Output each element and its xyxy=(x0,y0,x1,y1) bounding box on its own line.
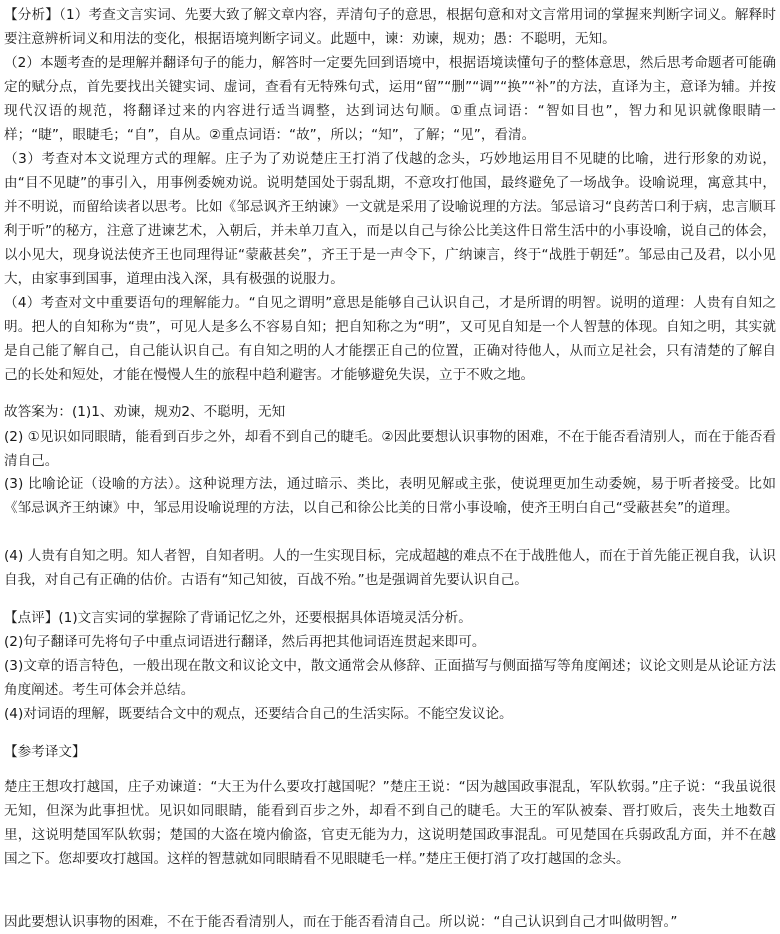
answer-part-1: 故答案为：(1)1、劝谏，规劝2、不聪明，无知 xyxy=(4,404,286,420)
comment-part-2: (2)句子翻译可先将句子中重点词语进行翻译，然后再把其他词语连贯起来即可。 xyxy=(4,634,486,650)
comment-part-1: 【点评】(1)文言实词的掌握除了背诵记忆之外，还要根据具体语境灵活分析。 xyxy=(4,610,472,626)
answer-part-2: (2) ①见识如同眼睛，能看到百步之外，却看不到自己的睫毛。②因此要想认识事物的困难，不在于能否看清别人，而在于能否看清自己。 xyxy=(4,429,776,469)
analysis-part-2: （2）本题考查的是理解并翻译句子的能力，解答时一定要先回到语境中，根据语境读懂句子的整体意思，然后思考命题者可能确定的赋分点，首先要找出关键实词、虚词，查看有无特殊句式，运用“留”“删”“调”“换”“补”的方法，直译为主，意译为辅。并按现代汉语的规范，将翻译过来的内容进行适当调整，达到词达句顺。①重点词语：“智如目也”，智力和见识就像眼睛一样；“睫”，眼睫毛；“自”，自从。②重点词语：“故”，所以；“知”，了解；“见”，看清。 xyxy=(4,55,776,143)
analysis-part-1: 【分析】（1）考查文言实词、先要大致了解文章内容，弄清句子的意思，根据句意和对文言常用词的掌握来判断字词义。解释时要注意辨析词义和用法的变化，根据语境判断字词义。此题中，谏：劝谏，规劝；愚：不聪明，无知。 xyxy=(4,7,776,47)
comment-part-4: (4)对词语的理解，既要结合文中的观点，还要结合自己的生活实际。不能空发议论。 xyxy=(4,706,513,722)
answer-part-4: (4) 人贵有自知之明。知人者智，自知者明。人的一生实现目标，完成超越的难点不在于战胜他人，而在于首先能正视自我，认识自我，对自己有正确的估价。古语有“知己知彼，百战不殆。”也是强调首先要认识自己。 xyxy=(4,548,776,588)
translation-paragraph-1: 楚庄王想攻打越国，庄子劝谏道：“大王为什么要攻打越国呢？”楚庄王说：“因为越国政事混乱，军队软弱。”庄子说：“我虽说很无知，但深为此事担忧。见识如同眼睛，能看到百步之外，却看不到自己的睫毛。大王的军队被秦、晋打败后，丧失土地数百里，这说明楚国军队软弱；楚国的大盗在境内偷盗，官吏无能为力，这说明楚国政事混乱。可见楚国在兵弱政乱方面，并不在越国之下。您却要攻打越国。这样的智慧就如同眼睛看不见眼睫毛一样。”楚庄王便打消了攻打越国的念头。 xyxy=(4,779,776,867)
analysis-part-3: （3）考查对本文说理方式的理解。庄子为了劝说楚庄王打消了伐越的念头，巧妙地运用目不见睫的比喻，进行形象的劝说，由“目不见睫”的事引入，用事例委婉劝说。说明楚国处于弱乱期，不意攻打他国，最终避免了一场战争。设喻说理，寓意其中，并不明说，而留给读者以思考。比如《邹忌讽齐王纳谏》一文就是采用了设喻说理的方法。邹忌谙习“良药苦口利于病，忠言顺耳利于听”的秘方，注意了进谏艺术，入朝后，并未单刀直入，而是以自己与徐公比美这件日常生活中的小事设喻，说自己的体会，以小见大，现身说法使齐王也同理得证“蒙蔽甚矣”，齐王于是一声令下，广纳谏言，终于“战胜于朝廷”。邹忌由己及君，以小见大，由家事到国事，道理由浅入深，具有极强的说服力。 xyxy=(4,151,776,287)
translation-paragraph-2: 因此要想认识事物的困难，不在于能否看清别人，而在于能否看清自己。所以说：“自己认识到自己才叫做明智。” xyxy=(4,914,678,930)
translation-heading: 【参考译文】 xyxy=(4,744,86,760)
comment-part-3: (3)文章的语言特色，一般出现在散文和议论文中，散文通常会从修辞、正面描写与侧面描写等角度阐述；议论文则是从论证方法角度阐述。考生可体会并总结。 xyxy=(4,658,776,698)
answer-part-3: (3) 比喻论证（设喻的方法）。这种说理方法，通过暗示、类比，表明见解或主张，使说理更加生动委婉，易于听者接受。比如《邹忌讽齐王纳谏》中，邹忌用设喻说理的方法，以自己和徐公比美的日常小事设喻，使齐王明白自己“受蔽甚矣”的道理。 xyxy=(4,476,776,516)
analysis-part-4: （4）考查对文中重要语句的理解能力。“自见之谓明”意思是能够自己认识自己，才是所谓的明智。说明的道理：人贵有自知之明。把人的自知称为“贵”，可见人是多么不容易自知；把自知称之为“明”，又可见自知是一个人智慧的体现。自知之明，其实就是自己能了解自己，自己能认识自己。有自知之明的人才能摆正自己的位置，正确对待他人，从而立足社会，只有清楚的了解自己的长处和短处，才能在慢慢人生的旅程中趋利避害。才能够避免失误，立于不败之地。 xyxy=(4,295,776,383)
